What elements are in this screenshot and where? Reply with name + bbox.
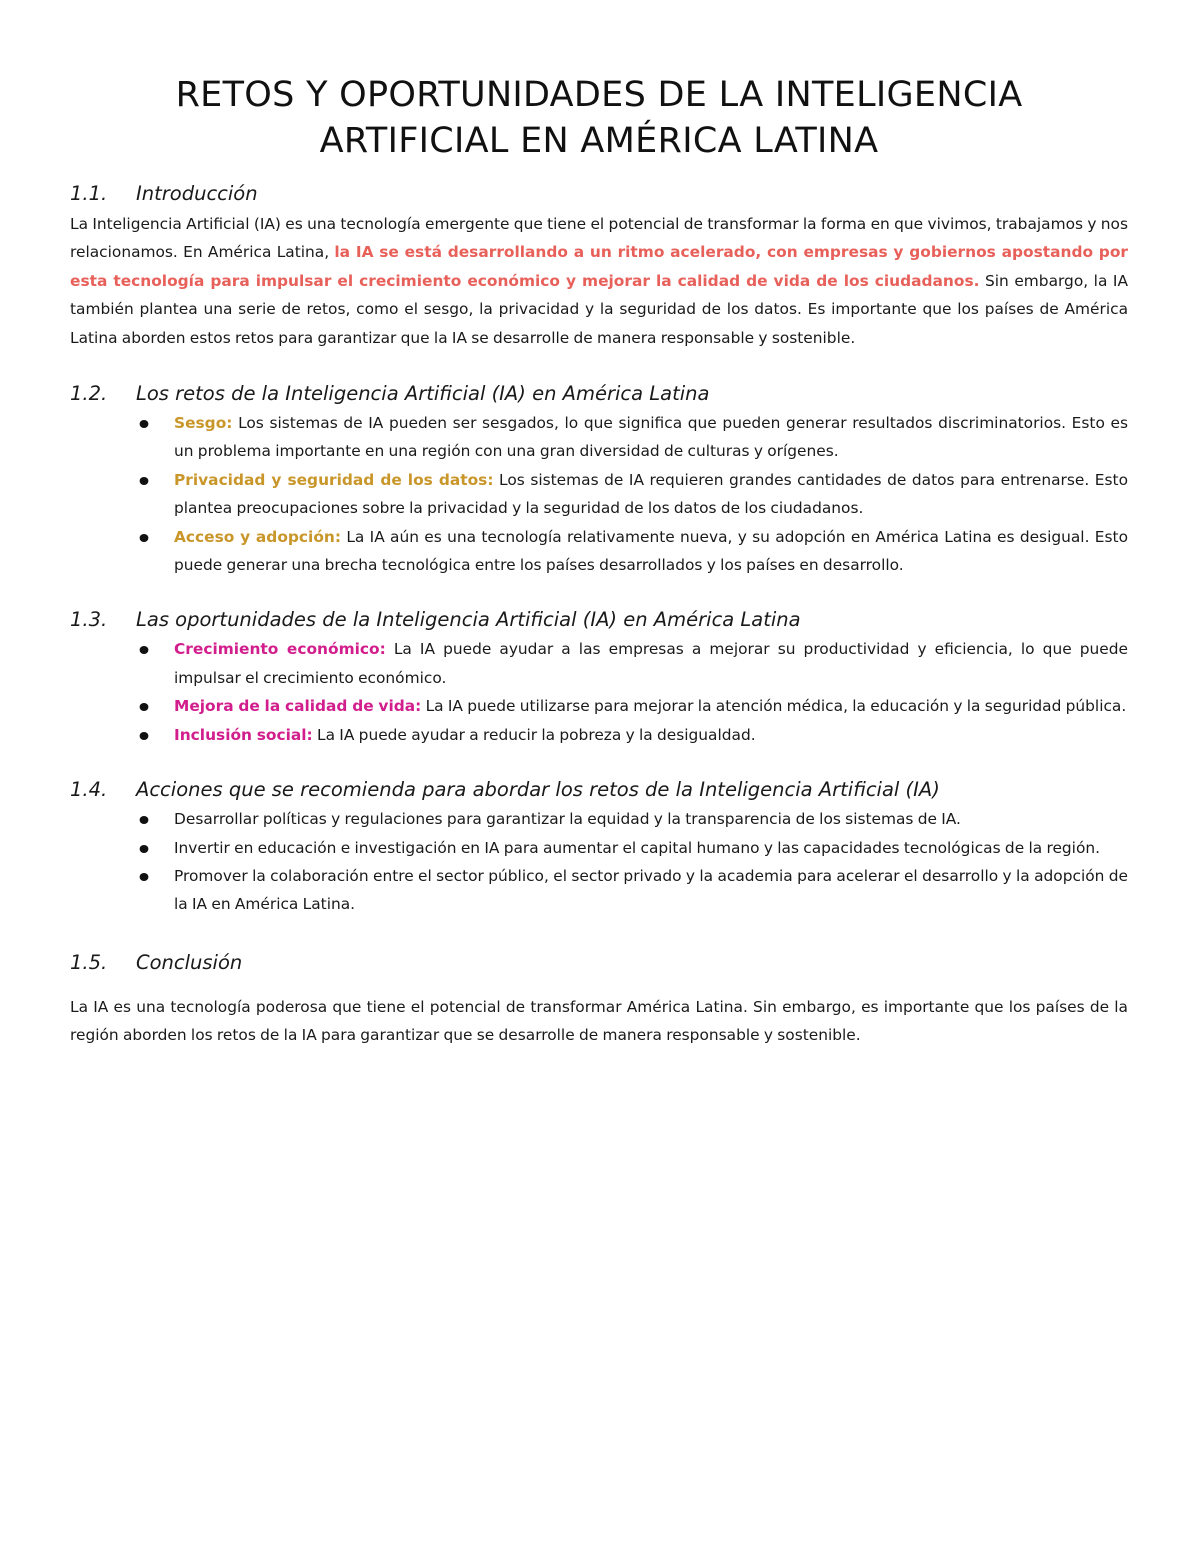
section-heading-oportunidades: [70, 606, 1128, 634]
bullet-icon: [140, 873, 149, 881]
bullet-icon: [140, 732, 149, 740]
oportunidades-list: [70, 635, 1128, 749]
section-title: Acciones que se recomienda para abordar los retos de la Inteligencia Artificial (IA): [136, 778, 940, 802]
intro-text-after: Sin embargo, la IA también plantea una serie de retos, como el sesgo, la privacidad y la seguridad de los datos. Es importante que los países de América Latina aborden estos retos para garantizar que la IA se desarrolle de manera responsable y sostenible.: [70, 271, 1128, 347]
section-title: Introducción: [136, 182, 258, 205]
section-title: Los retos de la Inteligencia Artificial (IA) en América Latina: [136, 382, 710, 406]
section-heading-conclusion: [70, 949, 1128, 977]
list-item: [174, 805, 1128, 833]
item-label: Privacidad y seguridad de los datos:: [174, 470, 494, 489]
list-item: [174, 862, 1128, 919]
item-text: Los sistemas de IA requieren grandes cantidades de datos para entrenarse. Esto plantea preocupaciones sobre la privacidad y la seguridad de los datos de los ciudadanos.: [174, 470, 1128, 518]
item-label: Acceso y adopción:: [174, 527, 342, 546]
item-text: Invertir en educación e investigación en IA para aumentar el capital humano y las capacidades tecnológicas de la región.: [174, 838, 1101, 857]
section-title: Las oportunidades de la Inteligencia Artificial (IA) en América Latina: [136, 608, 801, 632]
bullet-icon: [140, 420, 149, 428]
item-text: La IA puede ayudar a reducir la pobreza y la desigualdad.: [312, 725, 756, 744]
bullet-icon: [140, 646, 149, 654]
item-text: La IA aún es una tecnología relativamente nueva, y su adopción en América Latina es desigual. Esto puede generar una brecha tecnológica entre los países desarrollados y los países en desarrollo.: [174, 527, 1128, 575]
bullet-icon: [140, 845, 149, 853]
retos-list: [70, 409, 1128, 579]
section-heading-intro: [70, 180, 1128, 208]
conclusion-paragraph: La IA es una tecnología poderosa que tiene el potencial de transformar América Latina. Sin embargo, es importante que los países de la región aborden los retos de la IA para garantizar que se desarrolle de manera responsable y sostenible.: [70, 997, 1128, 1045]
section-heading-retos: [70, 380, 1128, 408]
item-text: La IA puede utilizarse para mejorar la atención médica, la educación y la seguridad pública.: [421, 697, 1127, 716]
section-number: 1.1.: [70, 182, 108, 205]
list-item: [174, 523, 1128, 580]
item-label: Sesgo:: [174, 414, 233, 433]
section-number: 1.2.: [70, 382, 108, 406]
item-text: La IA puede ayudar a las empresas a mejorar su productividad y eficiencia, lo que puede impulsar el crecimiento económico.: [174, 640, 1128, 687]
list-item: [174, 692, 1128, 720]
list-item: [174, 466, 1128, 523]
intro-text-before: La Inteligencia Artificial (IA) es una tecnología emergente que tiene el potencial de transformar la forma en que vivimos, trabajamos y nos relacionamos. En América Latina,: [70, 215, 1128, 262]
item-label: Mejora de la calidad de vida:: [174, 697, 422, 716]
item-text: Desarrollar políticas y regulaciones para garantizar la equidad y la transparencia de los sistemas de IA.: [174, 810, 961, 829]
section-number: 1.4.: [70, 778, 108, 802]
title-line-2: ARTIFICIAL EN AMÉRICA LATINA: [319, 121, 879, 161]
bullet-icon: [140, 816, 149, 824]
intro-highlight: la IA se está desarrollando a un ritmo acelerado, con empresas y gobiernos apostando por esta tecnología para impulsar el crecimiento económico y mejorar la calidad de vida de los ciudadanos.: [70, 243, 1128, 290]
list-item: [174, 635, 1128, 692]
list-item: [174, 409, 1128, 466]
section-number: 1.5.: [70, 950, 108, 974]
bullet-icon: [140, 703, 149, 711]
section-title: Conclusión: [136, 950, 243, 974]
item-label: Crecimiento económico:: [174, 640, 386, 659]
section-heading-acciones: [70, 776, 1128, 804]
acciones-list: [70, 805, 1128, 919]
section-number: 1.3.: [70, 608, 108, 632]
bullet-icon: [140, 477, 149, 485]
item-text: Promover la colaboración entre el sector público, el sector privado y la academia para acelerar el desarrollo y la adopción de la IA en América Latina.: [174, 866, 1128, 914]
intro-paragraph: [70, 210, 1128, 352]
list-item: [174, 834, 1128, 862]
item-text: Los sistemas de IA pueden ser sesgados, lo que significa que pueden generar resultados discriminatorios. Esto es un problema importante en una región con una gran diversidad de culturas y orígenes.: [174, 414, 1128, 461]
list-item: [174, 721, 1128, 749]
document-title: [70, 72, 1128, 164]
title-line-1: RETOS Y OPORTUNIDADES DE LA INTELIGENCIA: [175, 75, 1023, 115]
bullet-icon: [140, 534, 149, 542]
item-label: Inclusión social:: [174, 725, 313, 744]
